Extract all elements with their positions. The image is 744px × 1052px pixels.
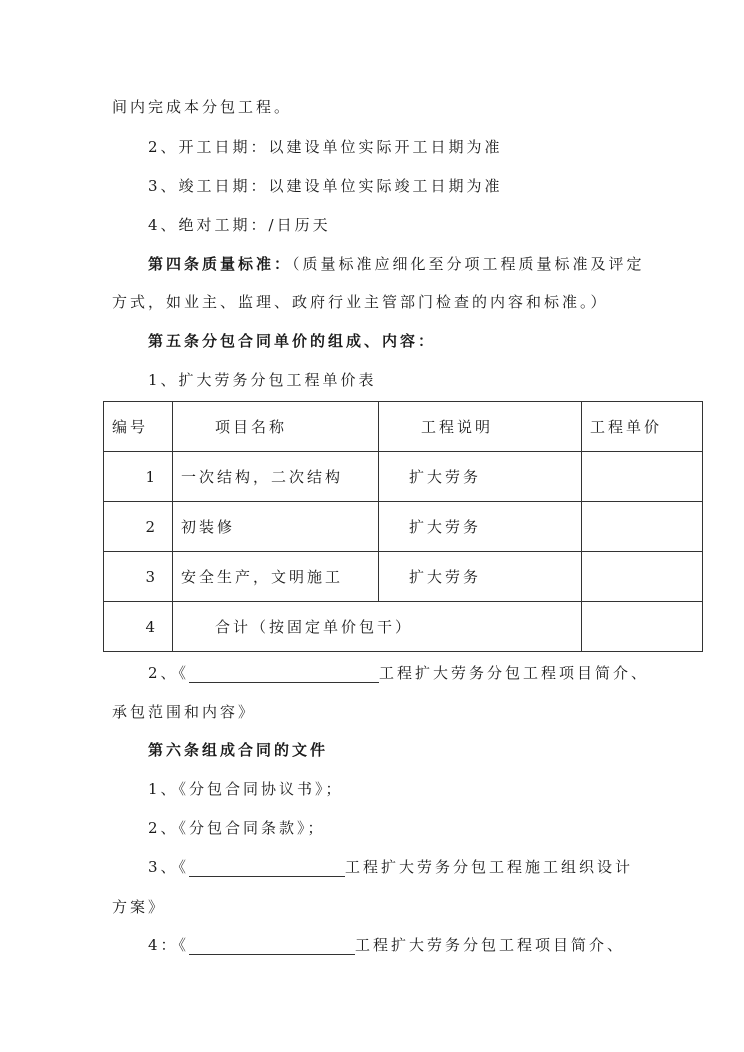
- item-text: 工程扩大劳务分包工程施工组织设计: [345, 858, 634, 876]
- article-4: [148, 254, 645, 274]
- article-4-text: （质量标准应细化至分项工程质量标准及评定: [292, 255, 645, 273]
- header-price: 工程单价: [582, 402, 703, 452]
- item-text: 工程扩大劳务分包工程项目简介、: [355, 936, 626, 954]
- article-5-title: 第五条分包合同单价的组成、内容：: [148, 332, 437, 350]
- item-prefix: 2、《: [148, 664, 190, 682]
- blank-field[interactable]: [189, 938, 355, 955]
- row-no: 4: [104, 602, 173, 652]
- row-name: 初装修: [173, 502, 379, 552]
- row-price[interactable]: [582, 452, 703, 502]
- article-5-item-2-cont: 承包范围和内容》: [112, 703, 257, 721]
- blank-field[interactable]: [189, 860, 345, 877]
- row-desc: 扩大劳务: [379, 452, 582, 502]
- row-no: 3: [104, 552, 173, 602]
- row-price[interactable]: [582, 602, 703, 652]
- table-header-row: [104, 402, 703, 452]
- row-total-name: 合计（按固定单价包干）: [173, 602, 582, 652]
- completion-date-item: 3、竣工日期：以建设单位实际竣工日期为准: [148, 177, 503, 195]
- start-date-item: 2、开工日期：以建设单位实际开工日期为准: [148, 138, 503, 156]
- table-total-row: [104, 602, 703, 652]
- row-no: 2: [104, 502, 173, 552]
- item-prefix: 4：《: [148, 936, 190, 954]
- header-desc: 工程说明: [379, 402, 582, 452]
- duration-item: 4、绝对工期：/日历天: [148, 216, 331, 234]
- row-desc: 扩大劳务: [379, 502, 582, 552]
- article-6-item-2: 2、《分包合同条款》；: [148, 819, 326, 837]
- article-5-item-2: [148, 663, 649, 683]
- article-5-item-1: 1、扩大劳务分包工程单价表: [148, 371, 377, 389]
- row-price[interactable]: [582, 552, 703, 602]
- item-text: 工程扩大劳务分包工程项目简介、: [379, 664, 650, 682]
- row-name: 一次结构，二次结构: [173, 452, 379, 502]
- row-desc: 扩大劳务: [379, 552, 582, 602]
- item-prefix: 3、《: [148, 858, 190, 876]
- row-name: 安全生产，文明施工: [173, 552, 379, 602]
- table-row: [104, 552, 703, 602]
- unit-price-table: [103, 401, 703, 652]
- row-no: 1: [104, 452, 173, 502]
- article-6-item-3-cont: 方案》: [112, 898, 167, 916]
- paragraph: 间内完成本分包工程。: [112, 98, 293, 116]
- article-6-item-4: [148, 935, 625, 955]
- blank-field[interactable]: [189, 666, 379, 683]
- article-6-item-1: 1、《分包合同协议书》；: [148, 780, 344, 798]
- row-price[interactable]: [582, 502, 703, 552]
- header-name: 项目名称: [173, 402, 379, 452]
- header-no: 编号: [104, 402, 173, 452]
- table-row: [104, 502, 703, 552]
- article-6-title: 第六条组成合同的文件: [148, 741, 329, 759]
- table-row: [104, 452, 703, 502]
- article-4-text-cont: 方式，如业主、监理、政府行业主管部门检查的内容和标准。）: [112, 293, 609, 311]
- article-4-title: 第四条质量标准：: [148, 255, 293, 273]
- article-6-item-3: [148, 857, 633, 877]
